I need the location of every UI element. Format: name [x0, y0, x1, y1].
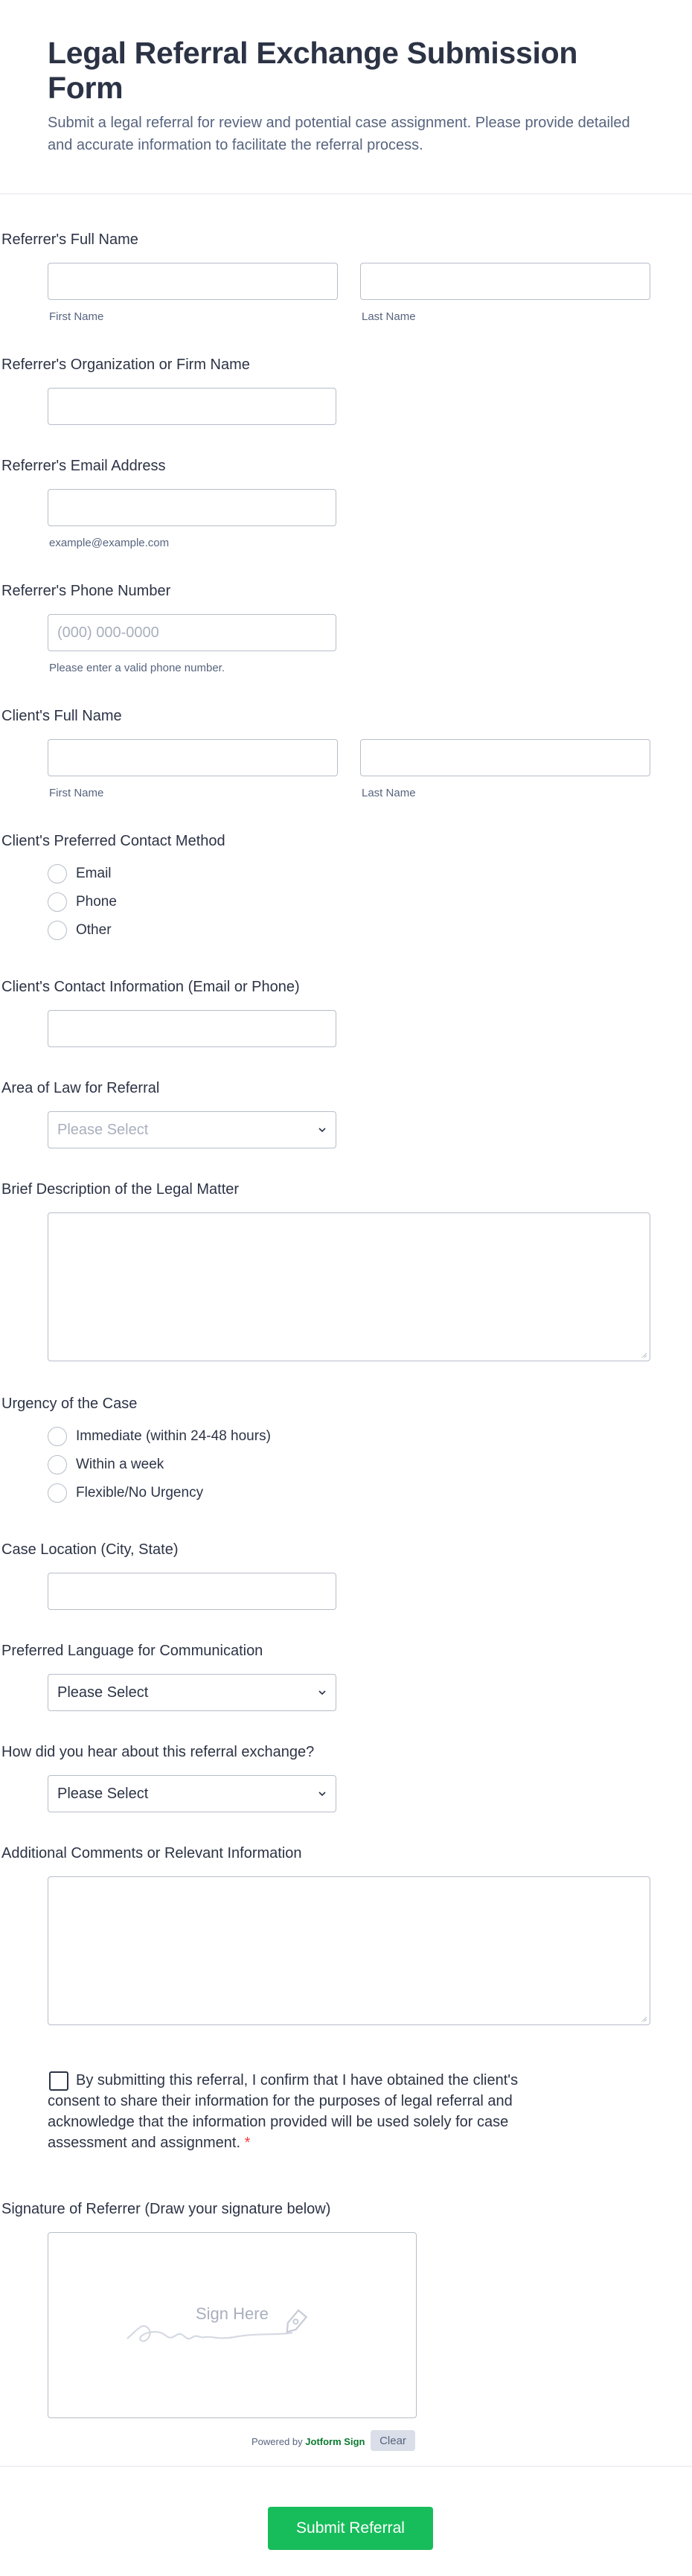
footer-divider	[0, 2466, 692, 2467]
language-select[interactable]	[48, 1674, 336, 1711]
comments-textarea[interactable]	[48, 1876, 650, 2025]
comments-label: Additional Comments or Relevant Information	[1, 1845, 302, 1862]
area-of-law-select[interactable]	[48, 1111, 336, 1148]
area-of-law-value: Please Select	[57, 1121, 149, 1138]
phone-sublabel: Please enter a valid phone number.	[49, 662, 225, 675]
area-of-law-label: Area of Law for Referral	[1, 1080, 160, 1097]
client-last-name-input[interactable]	[360, 739, 650, 776]
chevron-down-icon	[318, 1688, 327, 1697]
chevron-down-icon	[318, 1125, 327, 1134]
consent-text	[48, 2070, 554, 2153]
referrer-first-name-input[interactable]	[48, 263, 338, 300]
heard-about-value: Please Select	[57, 1785, 149, 1802]
urgency-label: Urgency of the Case	[1, 1396, 138, 1413]
signature-placeholder: Sign Here	[196, 2304, 269, 2324]
urgency-option-label: Flexible/No Urgency	[76, 1485, 204, 1501]
form-description: Submit a legal referral for review and potential case assignment. Please provide detailed and accurate information to facilitate the referral process.	[48, 115, 630, 154]
language-value: Please Select	[57, 1684, 149, 1701]
contact-method-option-phone[interactable]	[48, 892, 117, 912]
referrer-first-name-sublabel: First Name	[49, 310, 104, 324]
client-last-name-sublabel: Last Name	[362, 787, 416, 800]
phone-input[interactable]	[48, 614, 336, 651]
radio-circle[interactable]	[48, 921, 67, 940]
form-header	[0, 0, 692, 194]
location-label: Case Location (City, State)	[1, 1541, 179, 1559]
contact-method-option-label: Phone	[76, 894, 117, 910]
language-label: Preferred Language for Communication	[1, 1643, 263, 1660]
urgency-option-week[interactable]	[48, 1455, 164, 1474]
urgency-option-label: Immediate (within 24-48 hours)	[76, 1428, 271, 1445]
email-sublabel: example@example.com	[49, 537, 170, 550]
contact-method-option-other[interactable]	[48, 921, 112, 940]
referrer-last-name-input[interactable]	[360, 263, 650, 300]
contact-method-label: Client's Preferred Contact Method	[1, 833, 225, 850]
radio-circle[interactable]	[48, 864, 67, 883]
consent-statement: By submitting this referral, I confirm that I have obtained the client's consent to share their information for the purposes of legal referral and acknowledge that the information provided will be used solely for case assessment and assignment.	[48, 2072, 519, 2152]
heard-about-select[interactable]	[48, 1775, 336, 1812]
jotform-sign-logo: Jotform Sign	[305, 2436, 365, 2448]
radio-circle[interactable]	[48, 1455, 67, 1474]
organization-input[interactable]	[48, 388, 336, 425]
contact-method-option-label: Other	[76, 922, 112, 939]
powered-by-text	[252, 2436, 365, 2447]
contact-method-option-email[interactable]	[48, 864, 112, 883]
resize-handle-icon[interactable]	[640, 2015, 647, 2022]
location-input[interactable]	[48, 1573, 336, 1610]
radio-circle[interactable]	[48, 1427, 67, 1446]
urgency-option-immediate[interactable]	[48, 1427, 271, 1446]
clear-signature-button[interactable]: Clear	[371, 2430, 415, 2451]
powered-by-prefix: Powered by	[252, 2436, 303, 2448]
referrer-name-label: Referrer's Full Name	[1, 231, 138, 249]
description-label: Brief Description of the Legal Matter	[1, 1181, 240, 1198]
urgency-option-flexible[interactable]	[48, 1483, 203, 1503]
client-first-name-input[interactable]	[48, 739, 338, 776]
referrer-last-name-sublabel: Last Name	[362, 310, 416, 324]
form-body	[0, 194, 692, 2576]
resize-handle-icon[interactable]	[640, 1351, 647, 1358]
email-input[interactable]	[48, 489, 336, 526]
signature-label: Signature of Referrer (Draw your signature below)	[1, 2201, 331, 2218]
contact-info-input[interactable]	[48, 1010, 336, 1047]
organization-label: Referrer's Organization or Firm Name	[1, 357, 250, 374]
chevron-down-icon	[318, 1789, 327, 1798]
radio-circle[interactable]	[48, 1483, 67, 1503]
urgency-option-label: Within a week	[76, 1457, 164, 1473]
submit-button[interactable]: Submit Referral	[268, 2507, 433, 2550]
description-textarea[interactable]	[48, 1212, 650, 1361]
client-first-name-sublabel: First Name	[49, 787, 104, 800]
client-name-label: Client's Full Name	[1, 708, 122, 725]
heard-about-label: How did you hear about this referral exchange?	[1, 1744, 315, 1761]
phone-label: Referrer's Phone Number	[1, 583, 171, 600]
required-asterisk: *	[244, 2135, 251, 2152]
email-label: Referrer's Email Address	[1, 458, 166, 475]
form-title: Legal Referral Exchange Submission Form	[48, 36, 578, 106]
phone-placeholder: (000) 000-0000	[57, 624, 159, 641]
radio-circle[interactable]	[48, 892, 67, 912]
signature-pad[interactable]	[48, 2232, 417, 2418]
contact-method-option-label: Email	[76, 866, 112, 882]
contact-info-label: Client's Contact Information (Email or Phone)	[1, 979, 300, 996]
